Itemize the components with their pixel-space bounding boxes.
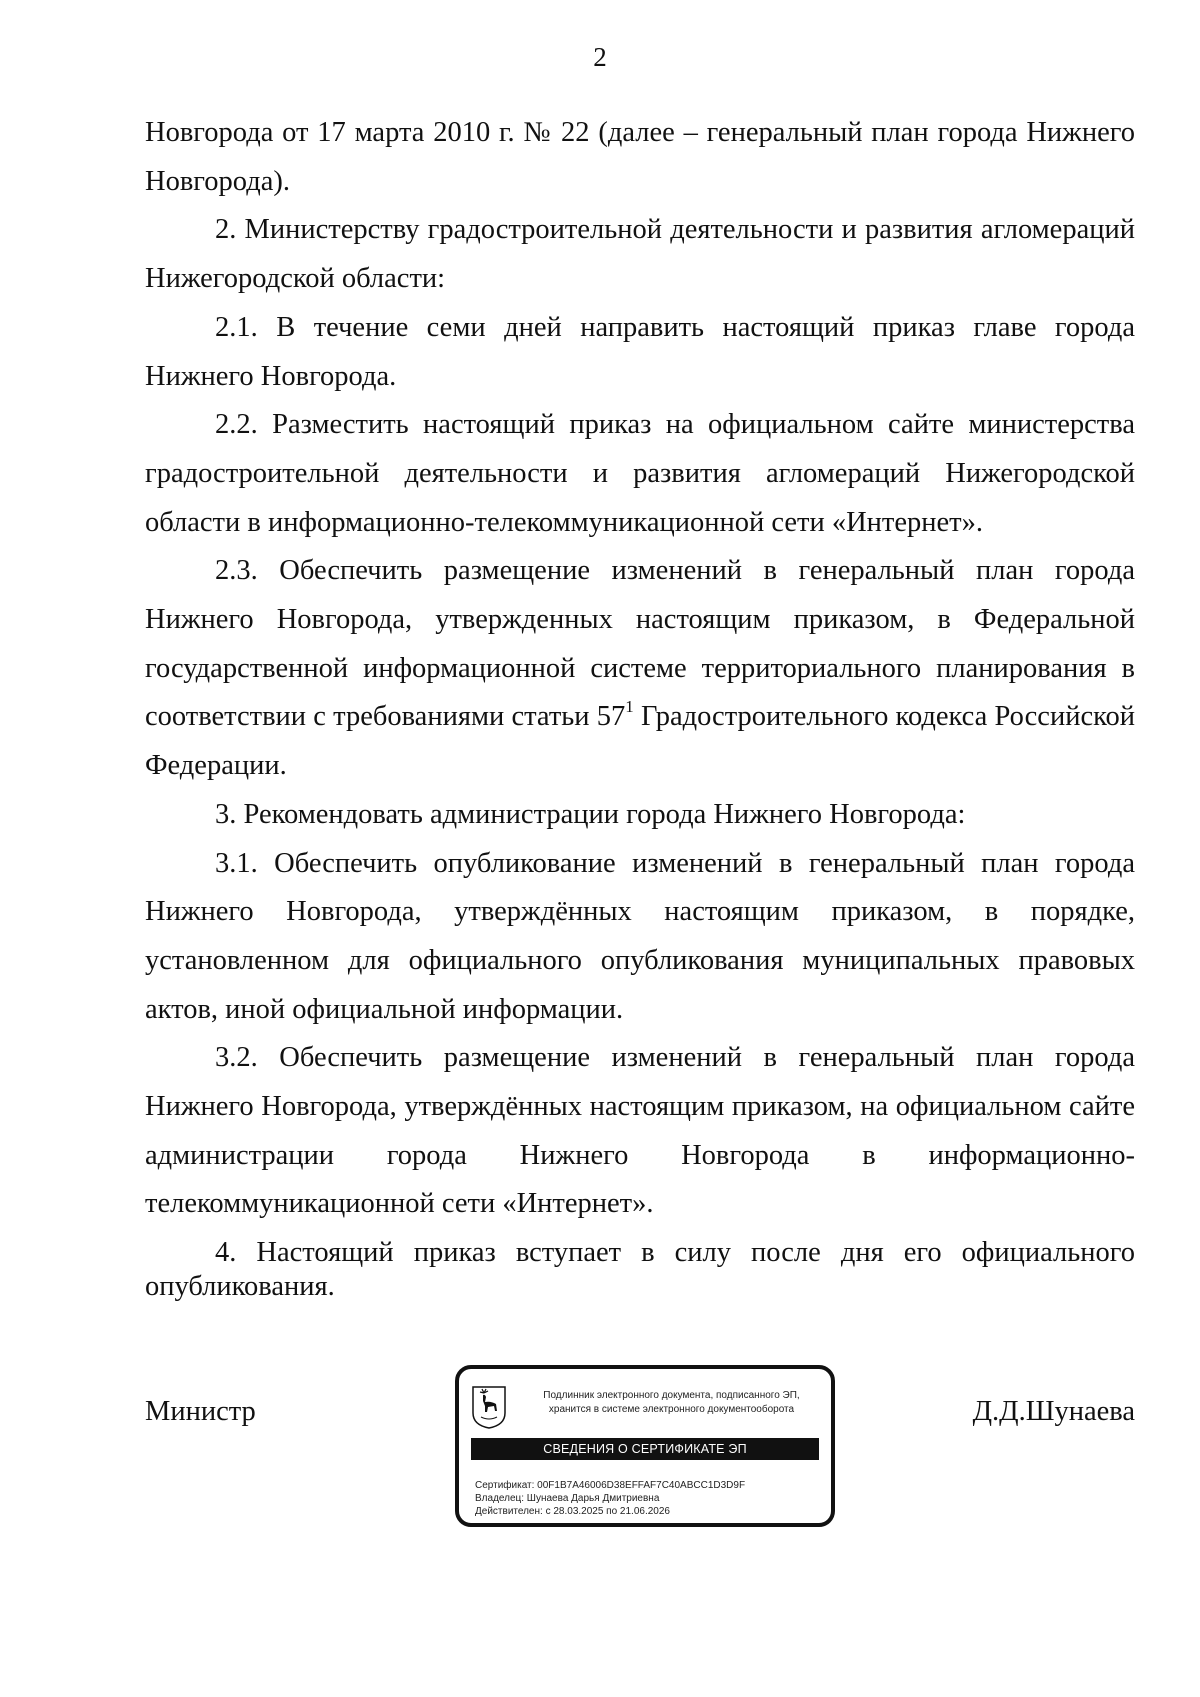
paragraph-2-3-text-end: Градостроительного кодекса Российской Федерации.	[145, 701, 1135, 782]
stamp-header-line: хранится в системе электронного документооборота	[548, 1403, 795, 1415]
paragraph-2-1: 2.1. В течение семи дней направить настоящий приказ главе города Нижнего Новгорода.	[145, 311, 1135, 392]
stamp-header-line: Подлинник электронного документа, подписанного ЭП,	[543, 1390, 800, 1401]
paragraph-continuation: Новгорода от 17 марта 2010 г. № 22 (далее – генеральный план города Нижнего Новгорода).	[145, 117, 1135, 197]
certificate-number: Сертификат: 00F1B7A46006D38EFFAF7C40ABCC1D3D9F	[475, 1480, 746, 1491]
paragraph-3: 3. Рекомендовать администрации города Нижнего Новгорода:	[215, 798, 966, 830]
document-body	[145, 109, 1135, 1304]
paragraph-2-3	[145, 547, 1135, 791]
certificate-validity: Действителен: с 28.03.2025 по 21.06.2026	[475, 1506, 670, 1517]
electronic-signature-stamp	[455, 1365, 835, 1527]
paragraph-2-3-text: 2.3. Обеспечить размещение изменений в генеральный план города Нижнего Новгорода, утвержденных настоящим приказом, в Федеральной государственной информационной системе территориального планирования в соответствии с требованиями статьи 57	[145, 555, 1135, 733]
certificate-info-bar: СВЕДЕНИЯ О СЕРТИФИКАТЕ ЭП	[471, 1438, 819, 1460]
paragraph-2: 2. Министерству градостроительной деятельности и развития агломераций Нижегородской области:	[145, 214, 1135, 295]
paragraph-3-1: 3.1. Обеспечить опубликование изменений в генеральный план города Нижнего Новгорода, утверждённых настоящим приказом, в порядке, установленном для официального опубликования муниципальных правовых актов, иной официальной информации.	[145, 847, 1135, 1025]
signature-name: Д.Д.Шунаева	[972, 1396, 1135, 1427]
paragraph-3-2: 3.2. Обеспечить размещение изменений в генеральный план города Нижнего Новгорода, утверждённых настоящим приказом, на официальном сайте администрации города Нижнего Новгорода в информационно-телекоммуникационной сети «Интернет».	[145, 1042, 1135, 1220]
paragraph-4: 4. Настоящий приказ вступает в силу после дня его официального опубликования.	[145, 1237, 1135, 1303]
certificate-details	[475, 1479, 745, 1518]
paragraph-2-2: 2.2. Разместить настоящий приказ на официальном сайте министерства градостроительной деятельности и развития агломераций Нижегородской области в информационно-телекоммуникационной сети «Интернет».	[145, 409, 1135, 538]
signature-title: Министр	[145, 1396, 256, 1427]
certificate-owner: Владелец: Шунаева Дарья Дмитриевна	[475, 1493, 660, 1504]
stamp-header	[514, 1389, 829, 1416]
page-number: 2	[593, 42, 607, 72]
deer-emblem-icon	[471, 1385, 507, 1429]
superscript-index: 1	[625, 697, 634, 717]
